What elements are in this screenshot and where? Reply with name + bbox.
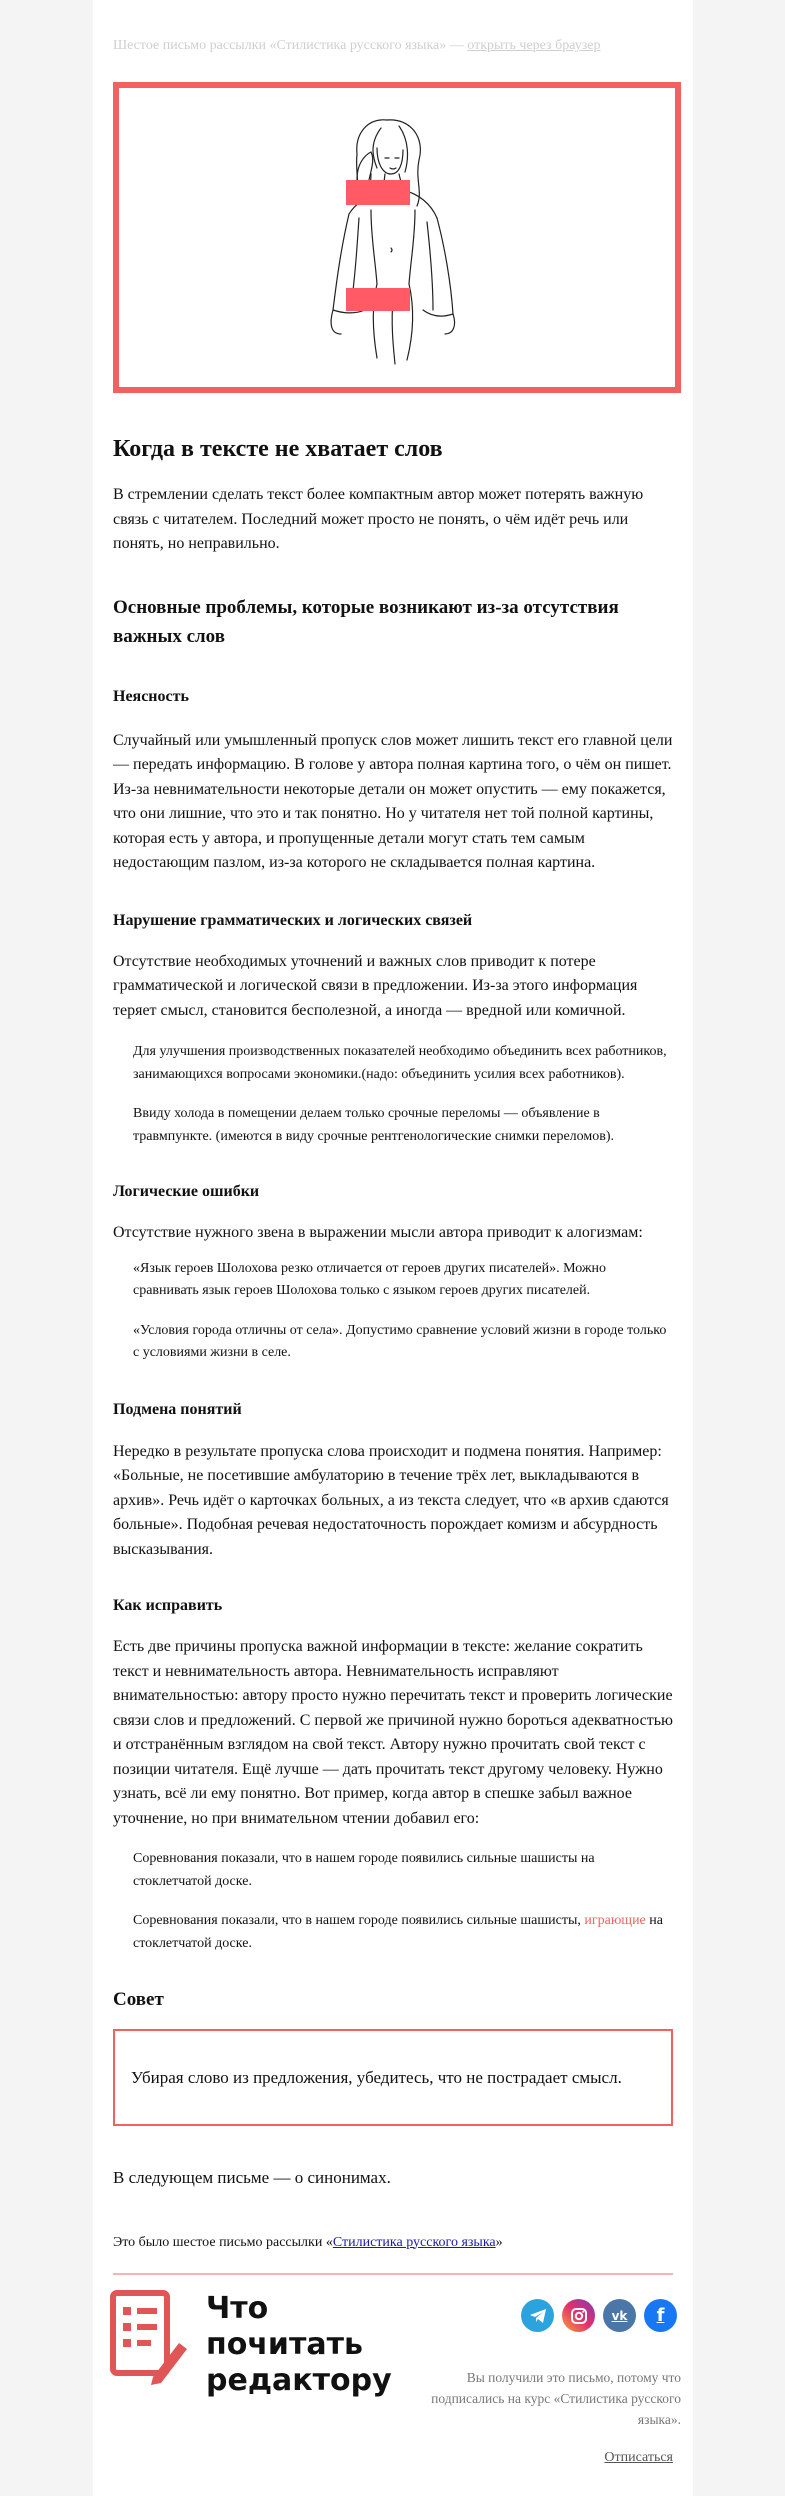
example-logic-2: «Условия города отличны от села». Допустимо сравнение условий жизни в городе только с условиями жизни в селе. [133, 1322, 667, 1360]
tip-text: Убирая слово из предложения, убедитесь, что не пострадает смысл. [131, 2067, 622, 2087]
telegram-icon[interactable] [521, 2299, 554, 2332]
example-fix-2-end: на стоклетчатой доске. [133, 1913, 663, 1951]
facebook-icon[interactable]: f [644, 2299, 677, 2332]
section-text-grammar: Отсутствие необходимых уточнений и важных слов приводит к потере грамматической и логической связи в предложении. Из-за этого информация теряет смысл, становится бесполезной, а иногда — вредной или комичной. [113, 952, 638, 1019]
outro-text-end: » [495, 2234, 503, 2250]
censor-bar-bottom [346, 288, 410, 311]
intro-paragraph: В стремлении сделать текст более компактным автор может потерять важную связь с читателем. Последний может просто не понять, о чём идёт речь или понять, но неправильно. [113, 486, 644, 552]
tip-box [113, 2029, 673, 2126]
unsubscribe-link[interactable]: Отписаться [604, 2450, 673, 2465]
section-heading-grammar: Нарушение грамматических и логических связей [113, 911, 473, 929]
outro [113, 2231, 673, 2256]
next-letter-note: В следующем письме — о синонимах. [113, 2168, 391, 2187]
brand-line-2: почитать [206, 2327, 363, 2362]
section-heading-ambiguity: Неясность [113, 687, 189, 705]
section-text-fix: Есть две причины пропуска важной информации в тексте: желание сократить текст и невнимательность автора. Невнимательность исправляют внимательностью: автору просто нужно перечитать текст и проверить логические связи слов и предложений. С первой же причиной нужно бороться адекватностью и отстранённым взглядом на свой текст. Автору нужно прочитать свой текст с позиции читателя. Ещё лучше — дать прочитать текст другому человеку. Нужно узнать, всё ли ему понятно. Вот пример, когда автор в спешке забыл важное уточнение, но при внимательном чтении добавил его: [113, 1638, 673, 1827]
footer [113, 2275, 681, 2465]
woman-sketch-image [119, 88, 675, 387]
brand-line-1: Что [206, 2291, 269, 2326]
section-text-substitution: Нередко в результате пропуска слова происходит и подмена понятия. Например: «Больные, не посетившие амбулаторию в течение трёх лет, выкладываются в архив». Речь идёт о карточках больных, а из текста следует, что «в архив сдаются больные». Подобная речевая недостаточность порождает комизм и абсурдность высказывания. [113, 1442, 669, 1558]
page-title: Когда в тексте не хватает слов [113, 436, 443, 462]
vk-icon[interactable]: vk [603, 2299, 636, 2332]
section-heading-substitution: Подмена понятий [113, 1400, 242, 1418]
highlighted-word-link[interactable]: играющие [584, 1913, 646, 1928]
example-fix-1: Соревнования показали, что в нашем городе появились сильные шашисты на стоклетчатой доске. [133, 1851, 595, 1889]
hero-illustration [113, 82, 681, 393]
instagram-icon[interactable] [562, 2299, 595, 2332]
example-fix-2-start: Соревнования показали, что в нашем городе появились сильные шашисты, [133, 1913, 585, 1928]
preheader-text: Шестое письмо рассылки «Стилистика русского языка» — [113, 38, 468, 53]
example-grammar-1: Для улучшения производственных показателей необходимо объединить всех работников, занимающихся вопросами экономики.(надо: объединить усилия всех работников). [133, 1044, 667, 1082]
section-heading-fix: Как исправить [113, 1597, 223, 1614]
open-in-browser-link[interactable]: открыть через браузер [467, 38, 601, 53]
example-grammar-2: Ввиду холода в помещении делаем только срочные переломы — объявление в травмпункте. (имеются в виду срочные рентгенологические снимки переломов). [133, 1106, 615, 1144]
tip-heading: Совет [113, 1989, 164, 2010]
editor-logo-icon [109, 2289, 189, 2385]
section-text-ambiguity: Случайный или умышленный пропуск слов может лишить текст его главной цели — передать информацию. В голове у автора полная картина того, о чём он пишет. Из-за невнимательности некоторые детали он может опустить — ему покажется, что они лишние, что это и так понятно. Но у читателя нет той полной картины, которая есть у автора, и пропущенные детали могут стать тем самым недостающим пазлом, из-за которого не складывается полная картина. [113, 731, 673, 871]
brand-line-3: редактору [206, 2363, 392, 2398]
section-heading-logic: Логические ошибки [113, 1183, 260, 1200]
preheader [113, 36, 673, 56]
example-logic-1: «Язык героев Шолохова резко отличается от героев других писателей». Можно сравнивать язык героев Шолохова только с языком героев других писателей. [133, 1260, 607, 1298]
course-link[interactable]: Стилистика русского языка [332, 2234, 496, 2250]
brand-wordmark [206, 2291, 392, 2399]
problems-heading: Основные проблемы, которые возникают из-за отсутствия важных слов [113, 596, 619, 647]
example-fix-2 [133, 1910, 673, 1955]
footer-note: Вы получили это письмо, потому что подписались на курс «Стилистика русского языка». [431, 2370, 681, 2427]
censor-bar-top [346, 180, 410, 205]
email-sheet [93, 0, 693, 2496]
outro-text-start: Это было шестое письмо рассылки « [113, 2234, 333, 2250]
section-text-logic: Отсутствие нужного звена в выражении мысли автора приводит к алогизмам: [113, 1224, 643, 1241]
